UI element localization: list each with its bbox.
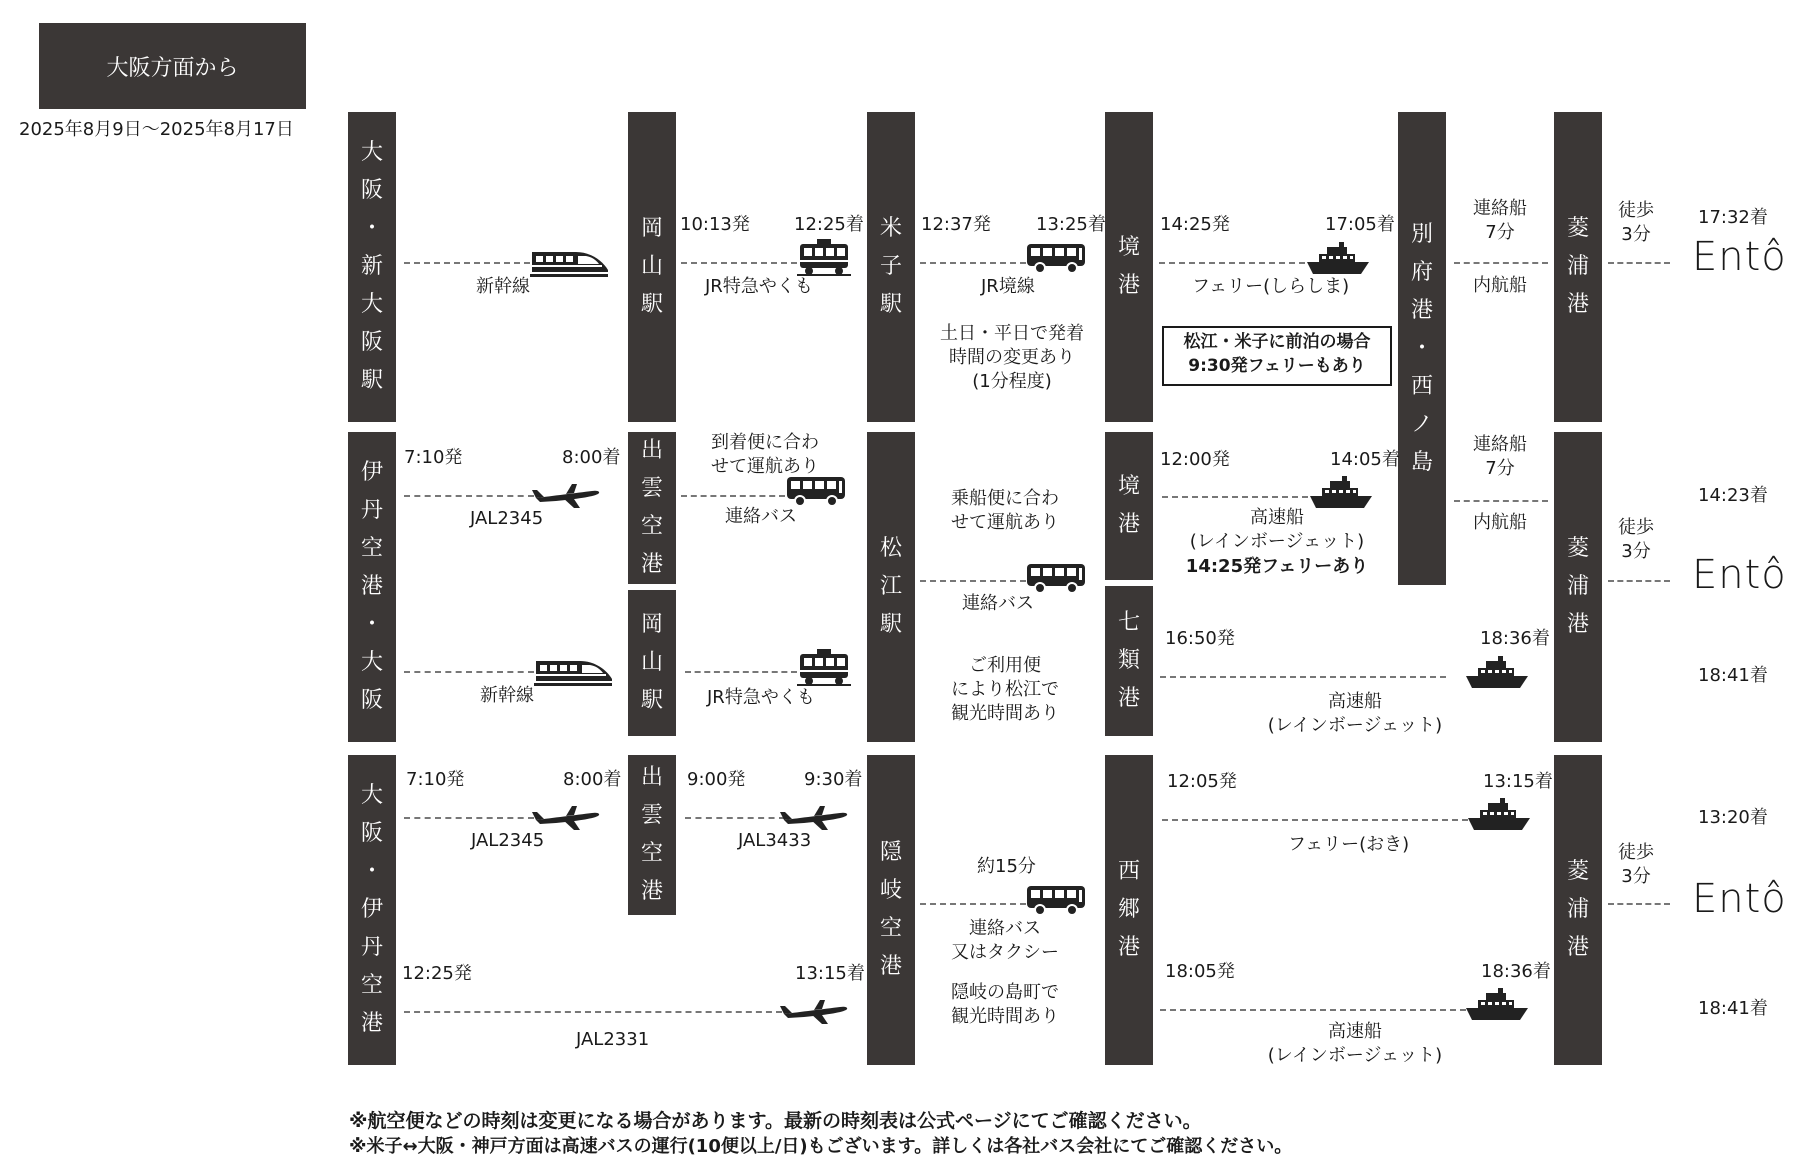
station-char: 大	[360, 292, 383, 317]
route-line	[1608, 903, 1670, 905]
station-char: 大	[360, 140, 383, 165]
bus-note: 土日・平日で発着 時間の変更あり (1分程度)	[940, 323, 1084, 392]
station-char: 菱	[1566, 216, 1589, 241]
station-char: 大	[360, 650, 383, 675]
station-matsue	[867, 432, 915, 742]
station-char: 伊	[360, 460, 383, 485]
arrival-time: 13:15着	[795, 963, 865, 984]
departure-time: 7:10発	[406, 769, 465, 790]
station-char: 江	[879, 574, 902, 599]
station-okayama-2	[628, 590, 676, 736]
station-char: 山	[640, 650, 663, 675]
airplane-icon	[532, 800, 602, 832]
station-char: 郷	[1117, 897, 1140, 922]
route-line	[404, 671, 534, 673]
station-char: 港	[1117, 512, 1140, 537]
station-char: 空	[640, 514, 663, 539]
bus-icon	[1025, 242, 1087, 274]
station-char: 松	[879, 536, 902, 561]
departure-time: 12:25発	[402, 963, 472, 984]
station-char: 阪	[360, 821, 383, 846]
route-line	[404, 495, 534, 497]
bus-icon	[1025, 884, 1087, 916]
station-char: 菱	[1566, 536, 1589, 561]
arrival-time: 18:36着	[1481, 961, 1551, 982]
walk-label: 徒歩 3分	[1618, 517, 1654, 562]
station-char: 駅	[640, 688, 663, 713]
station-char: 港	[640, 552, 663, 577]
station-char: 駅	[879, 292, 902, 317]
station-osaka-shinosaka	[348, 112, 396, 422]
departure-time: 16:50発	[1165, 628, 1235, 649]
station-char: 港	[640, 879, 663, 904]
station-char: 雲	[640, 476, 663, 501]
route-name: JR特急やくも	[705, 276, 813, 297]
station-char: 伊	[360, 897, 383, 922]
station-yonago	[867, 112, 915, 422]
arrival-time: 8:00着	[562, 447, 621, 468]
station-char: 米	[879, 216, 902, 241]
station-char: 港	[1566, 935, 1589, 960]
ferry-icon	[1464, 656, 1530, 690]
station-char: 阪	[360, 330, 383, 355]
arrival-time: 17:32着	[1698, 207, 1768, 228]
station-char: 港	[1117, 273, 1140, 298]
station-char: 港	[360, 1011, 383, 1036]
station-char: 岡	[640, 612, 663, 637]
station-char: ・	[1410, 335, 1433, 361]
departure-time: 12:05発	[1167, 771, 1237, 792]
shinkansen-icon	[532, 653, 614, 687]
flight-number: JAL2331	[576, 1029, 650, 1050]
station-beppu-nishinoshima	[1398, 112, 1446, 585]
route-name: 新幹線	[476, 276, 530, 297]
station-char: 港	[879, 954, 902, 979]
station-char: 菱	[1566, 859, 1589, 884]
station-char: 岐	[879, 878, 902, 903]
shinkansen-icon	[528, 244, 610, 278]
route-line	[1160, 676, 1446, 678]
inner-ship-label: 内航船	[1473, 275, 1527, 296]
arrival-time: 13:25着	[1036, 214, 1106, 235]
arrival-time: 9:30着	[804, 769, 863, 790]
station-char: 七	[1117, 610, 1140, 635]
route-name: 高速船 (レインボージェット)	[1267, 1021, 1443, 1066]
arrival-time: 17:05着	[1325, 214, 1395, 235]
arrival-time: 13:15着	[1483, 771, 1553, 792]
station-char: 駅	[879, 612, 902, 637]
column-separator	[628, 586, 676, 588]
departure-time: 9:00発	[687, 769, 746, 790]
station-char: 港	[1410, 297, 1433, 323]
arrival-time: 14:23着	[1698, 485, 1768, 506]
route-line	[1608, 580, 1670, 582]
station-char: 出	[640, 438, 663, 463]
station-char: 丹	[360, 935, 383, 960]
station-char: 隠	[879, 840, 902, 865]
departure-time: 10:13発	[680, 214, 750, 235]
page-title: 大阪方面から	[39, 23, 306, 109]
route-line	[920, 903, 1026, 905]
station-char: 丹	[360, 498, 383, 523]
flight-number: JAL2345	[471, 830, 545, 851]
connect-ship-label: 連絡船 7分	[1473, 434, 1527, 479]
sightseeing-note: 隠岐の島町で 観光時間あり	[951, 982, 1059, 1027]
station-char: 類	[1117, 648, 1140, 673]
departure-time: 18:05発	[1165, 961, 1235, 982]
station-hishiura-2	[1554, 432, 1602, 742]
route-line	[685, 817, 785, 819]
prior-stay-note: 松江・米子に前泊の場合 9:30発フェリーもあり	[1162, 326, 1392, 386]
station-char: 空	[360, 973, 383, 998]
station-char: 空	[360, 536, 383, 561]
train-icon	[797, 648, 851, 686]
route-line	[1159, 262, 1305, 264]
station-char: 駅	[360, 368, 383, 393]
station-itami-osaka	[348, 432, 396, 742]
ferry-icon	[1305, 242, 1371, 276]
station-char: 島	[1410, 449, 1433, 475]
station-char: 港	[360, 574, 383, 599]
arrival-time: 13:20着	[1698, 807, 1768, 828]
route-line	[681, 495, 785, 497]
route-line	[404, 262, 530, 264]
station-char: 空	[640, 841, 663, 866]
station-char: 新	[360, 254, 383, 279]
station-char: 山	[640, 254, 663, 279]
bus-note: 到着便に合わ せて運航あり	[711, 432, 819, 477]
route-line	[1162, 496, 1308, 498]
station-char: 港	[1566, 612, 1589, 637]
route-name: フェリー(しらしま)	[1192, 276, 1350, 297]
route-line	[681, 262, 797, 264]
station-char: 阪	[360, 178, 383, 203]
route-name: 連絡バス	[725, 506, 797, 527]
station-char: 港	[1117, 935, 1140, 960]
station-char: 浦	[1566, 254, 1589, 279]
bus-icon	[1025, 562, 1087, 594]
station-char: 出	[640, 765, 663, 790]
ento-logo: Entô	[1692, 552, 1787, 598]
connect-ship-label: 連絡船 7分	[1473, 198, 1527, 243]
route-line	[404, 1011, 782, 1013]
station-char: 港	[1566, 292, 1589, 317]
route-line	[1160, 1009, 1466, 1011]
station-hishiura-1	[1554, 112, 1602, 422]
arrival-time: 12:25着	[794, 214, 864, 235]
airplane-icon	[780, 994, 850, 1026]
arrival-time: 18:36着	[1480, 628, 1550, 649]
route-line	[404, 817, 534, 819]
ferry-icon	[1466, 798, 1532, 832]
station-char: 岡	[640, 216, 663, 241]
station-char: 大	[360, 783, 383, 808]
walk-label: 徒歩 3分	[1618, 842, 1654, 887]
route-name: JR境線	[981, 276, 1035, 297]
station-char: ノ	[1410, 411, 1433, 437]
column-separator	[1105, 582, 1153, 584]
departure-time: 7:10発	[404, 447, 463, 468]
route-name: 連絡バス 又はタクシー	[951, 918, 1059, 963]
flight-number: JAL3433	[738, 830, 812, 851]
sightseeing-note: ご利用便 により松江で 観光時間あり	[951, 655, 1059, 724]
route-name: JR特急やくも	[707, 687, 815, 708]
route-name: 高速船 (レインボージェット)	[1189, 507, 1365, 552]
walk-label: 徒歩 3分	[1618, 200, 1654, 245]
station-char: 阪	[360, 688, 383, 713]
station-char: 境	[1117, 235, 1140, 260]
bus-duration: 約15分	[977, 856, 1036, 877]
date-range: 2025年8月9日〜2025年8月17日	[19, 119, 294, 140]
ferry-icon	[1464, 988, 1530, 1022]
airplane-icon	[780, 800, 850, 832]
departure-time: 14:25発	[1160, 214, 1230, 235]
station-sakaiminato-1	[1105, 112, 1153, 422]
station-char: 雲	[640, 803, 663, 828]
route-name: 連絡バス	[962, 593, 1034, 614]
route-line	[1454, 500, 1548, 502]
footnote: ※航空便などの時刻は変更になる場合があります。最新の時刻表は公式ページにてご確認ください。	[349, 1110, 1202, 1132]
arrival-time: 14:05着	[1330, 449, 1400, 470]
station-saigo	[1105, 755, 1153, 1065]
flight-number: JAL2345	[470, 508, 544, 529]
station-char: 府	[1410, 259, 1433, 285]
arrival-time: 18:41着	[1698, 665, 1768, 686]
station-char: ・	[360, 612, 383, 637]
station-char: 港	[1117, 686, 1140, 711]
arrival-time: 8:00着	[563, 769, 622, 790]
inner-ship-label: 内航船	[1473, 512, 1527, 533]
airplane-icon	[532, 478, 602, 510]
route-line	[1454, 262, 1548, 264]
route-line	[1608, 262, 1670, 264]
station-char: 西	[1410, 373, 1433, 399]
route-name: 新幹線	[480, 685, 534, 706]
route-line	[685, 671, 797, 673]
station-sakaiminato-2	[1105, 432, 1153, 580]
footnote: ※米子↔大阪・神戸方面は高速バスの運行(10便以上/日)もございます。詳しくは各社バス会社にてご確認ください。	[349, 1136, 1293, 1157]
station-char: 子	[879, 254, 902, 279]
ferry-icon	[1308, 476, 1374, 510]
route-name: フェリー(おき)	[1288, 834, 1410, 855]
station-char: 駅	[640, 292, 663, 317]
station-char: 境	[1117, 474, 1140, 499]
departure-time: 12:00発	[1160, 449, 1230, 470]
station-char: 西	[1117, 859, 1140, 884]
ento-logo: Entô	[1692, 876, 1787, 922]
ento-logo: Entô	[1692, 234, 1787, 280]
bus-note: 乗船便に合わ せて運航あり	[951, 488, 1059, 533]
bus-icon	[785, 475, 847, 507]
route-line	[1162, 819, 1468, 821]
ferry-note: 14:25発フェリーあり	[1185, 556, 1369, 577]
station-okayama-1	[628, 112, 676, 422]
departure-time: 12:37発	[921, 214, 991, 235]
station-char: 浦	[1566, 574, 1589, 599]
station-izumo-airport-1	[628, 432, 676, 584]
station-char: 空	[879, 916, 902, 941]
station-char: 浦	[1566, 897, 1589, 922]
station-char: 別	[1410, 221, 1433, 247]
station-osaka-itami	[348, 755, 396, 1065]
station-char: ・	[360, 859, 383, 884]
arrival-time: 18:41着	[1698, 998, 1768, 1019]
station-char: ・	[360, 216, 383, 241]
station-oki-airport	[867, 755, 915, 1065]
route-line	[920, 580, 1026, 582]
route-name: 高速船 (レインボージェット)	[1267, 691, 1443, 736]
station-hishiura-3	[1554, 755, 1602, 1065]
station-shichirui	[1105, 586, 1153, 736]
train-icon	[797, 238, 851, 276]
route-line	[920, 262, 1026, 264]
station-izumo-airport-2	[628, 755, 676, 915]
